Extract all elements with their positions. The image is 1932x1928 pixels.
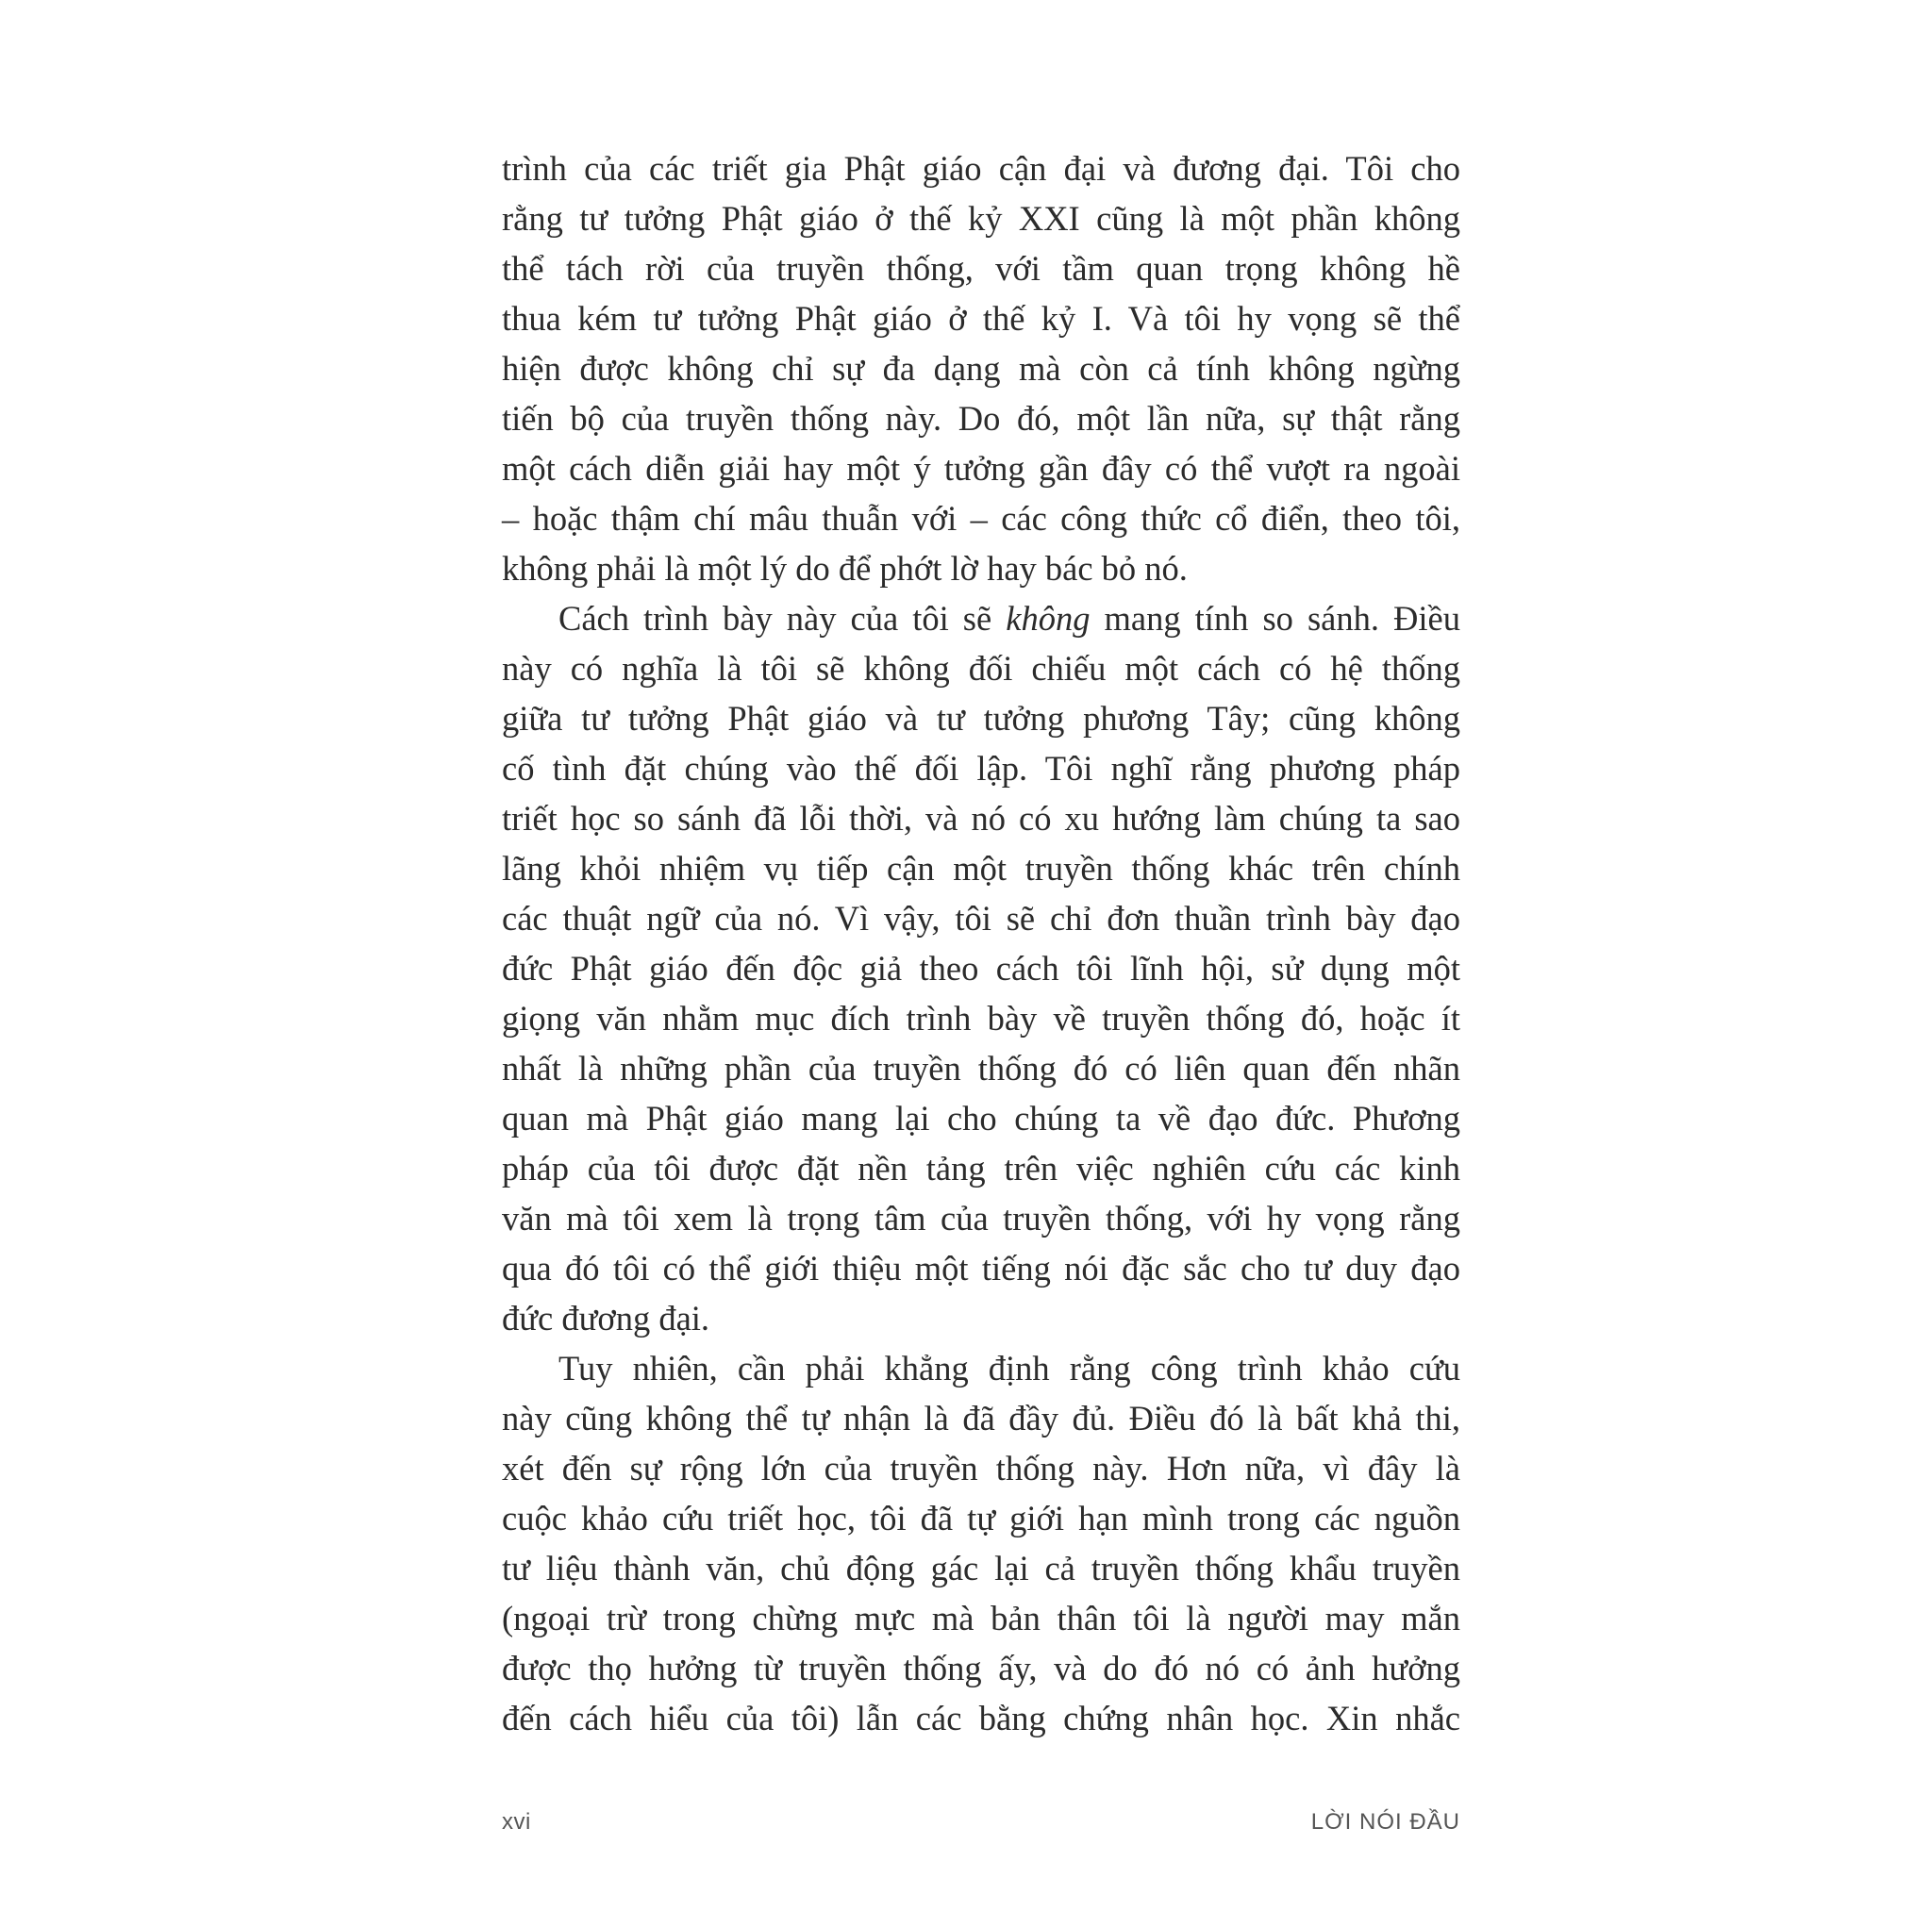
text-line: được thọ hưởng từ truyền thống ấy, và do đó nó có ảnh hưởng xyxy=(502,1649,1460,1687)
text-line: đức đương đại. xyxy=(502,1299,710,1338)
text-line: các thuật ngữ của nó. Vì vậy, tôi sẽ chỉ đơn thuần trình bày đạo xyxy=(502,899,1460,938)
text-line xyxy=(502,593,1460,643)
text-line: lãng khỏi nhiệm vụ tiếp cận một truyền thống khác trên chính xyxy=(502,849,1460,888)
text-line: văn mà tôi xem là trọng tâm của truyền thống, với hy vọng rằng xyxy=(502,1199,1460,1238)
body-text xyxy=(502,143,1460,1743)
text-line: triết học so sánh đã lỗi thời, và nó có xu hướng làm chúng ta sao xyxy=(502,799,1460,838)
text-line: hiện được không chỉ sự đa dạng mà còn cả tính không ngừng xyxy=(502,349,1460,388)
text-line: không phải là một lý do để phớt lờ hay bác bỏ nó. xyxy=(502,549,1188,588)
text-line: tư liệu thành văn, chủ động gác lại cả truyền thống khẩu truyền xyxy=(502,1549,1460,1587)
text-line: nhất là những phần của truyền thống đó có liên quan đến nhãn xyxy=(502,1049,1460,1088)
text-line: cố tình đặt chúng vào thế đối lập. Tôi nghĩ rằng phương pháp xyxy=(502,749,1460,788)
text-line: thua kém tư tưởng Phật giáo ở thế kỷ I. Và tôi hy vọng sẽ thể xyxy=(502,299,1460,338)
text-line: (ngoại trừ trong chừng mực mà bản thân tôi là người may mắn xyxy=(502,1599,1460,1637)
paragraph-3 xyxy=(502,1343,1460,1743)
text-line: tiến bộ của truyền thống này. Do đó, một lần nữa, sự thật rằng xyxy=(502,399,1460,438)
text-line: xét đến sự rộng lớn của truyền thống này. Hơn nữa, vì đây là xyxy=(502,1449,1460,1488)
text-run: mang tính so sánh. Điều xyxy=(1090,599,1460,638)
text-line: giọng văn nhằm mục đích trình bày về truyền thống đó, hoặc ít xyxy=(502,999,1460,1038)
text-line: đến cách hiểu của tôi) lẫn các bằng chứng nhân học. Xin nhắc xyxy=(502,1699,1460,1737)
text-line: trình của các triết gia Phật giáo cận đại và đương đại. Tôi cho xyxy=(502,149,1460,188)
paragraph-2 xyxy=(502,593,1460,1343)
emphasis-text: không xyxy=(1006,599,1091,638)
text-line: cuộc khảo cứu triết học, tôi đã tự giới hạn mình trong các nguồn xyxy=(502,1499,1460,1537)
text-line: Tuy nhiên, cần phải khẳng định rằng công trình khảo cứu xyxy=(558,1349,1460,1388)
text-line: này cũng không thể tự nhận là đã đầy đủ. Điều đó là bất khả thi, xyxy=(502,1399,1460,1438)
text-line: quan mà Phật giáo mang lại cho chúng ta về đạo đức. Phương xyxy=(502,1099,1460,1138)
text-line: này có nghĩa là tôi sẽ không đối chiếu một cách có hệ thống xyxy=(502,649,1460,688)
text-line: qua đó tôi có thể giới thiệu một tiếng nói đặc sắc cho tư duy đạo xyxy=(502,1249,1460,1288)
text-line: – hoặc thậm chí mâu thuẫn với – các công thức cổ điển, theo tôi, xyxy=(502,499,1460,538)
text-line: thể tách rời của truyền thống, với tầm quan trọng không hề xyxy=(502,249,1460,288)
paragraph-1 xyxy=(502,143,1460,593)
page-number: xvi xyxy=(502,1809,531,1835)
text-line: đức Phật giáo đến độc giả theo cách tôi lĩnh hội, sử dụng một xyxy=(502,949,1460,988)
text-line: pháp của tôi được đặt nền tảng trên việc nghiên cứu các kinh xyxy=(502,1149,1460,1188)
running-header-section-title: LỜI NÓI ĐẦU xyxy=(1310,1809,1460,1835)
text-line: giữa tư tưởng Phật giáo và tư tưởng phương Tây; cũng không xyxy=(502,699,1460,738)
text-line: rằng tư tưởng Phật giáo ở thế kỷ XXI cũng là một phần không xyxy=(502,199,1460,238)
text-run: Cách trình bày này của tôi sẽ xyxy=(558,599,1007,638)
text-line: một cách diễn giải hay một ý tưởng gần đây có thể vượt ra ngoài xyxy=(502,449,1460,488)
